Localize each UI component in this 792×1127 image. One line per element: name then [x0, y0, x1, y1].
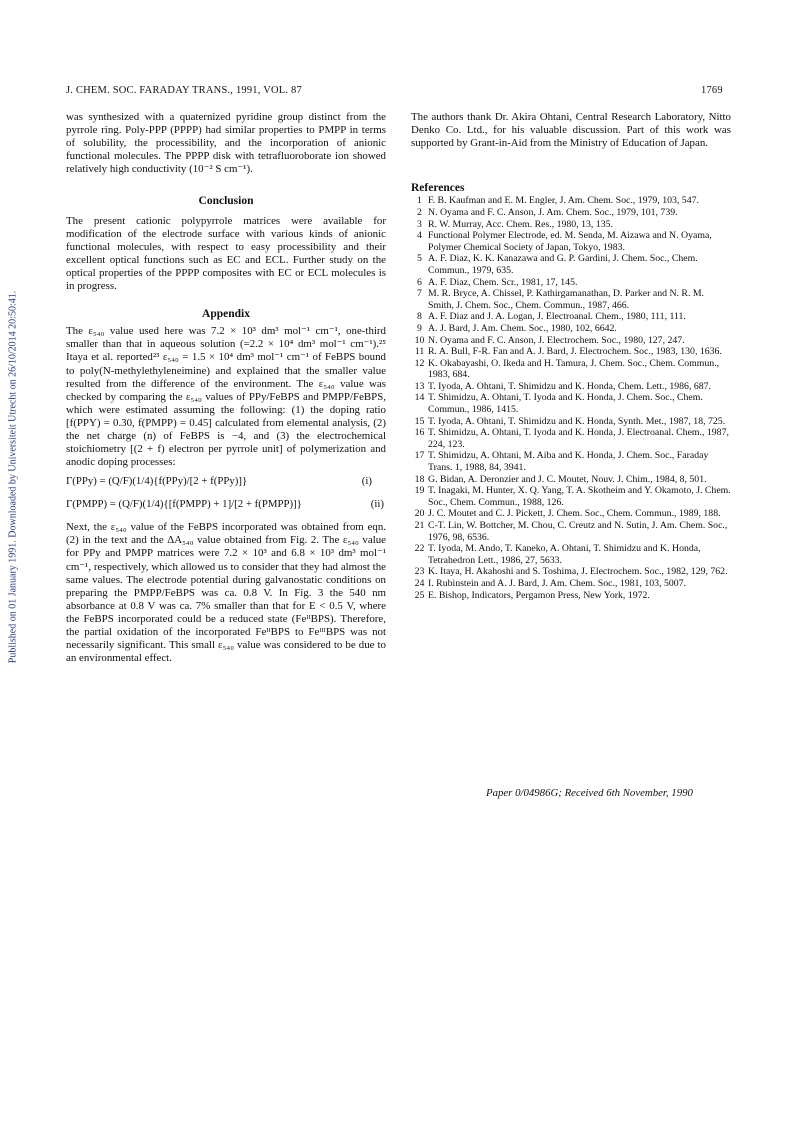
reference-item: [411, 277, 731, 289]
equation-ii: [66, 498, 386, 511]
paper-received-line: Paper 0/04986G; Received 6th November, 1990: [486, 787, 693, 799]
reference-text: A. J. Bard, J. Am. Chem. Soc., 1980, 102, 6642.: [428, 322, 617, 334]
reference-text: T. Iyoda, A. Ohtani, T. Shimidzu and K. Honda, Chem. Lett., 1986, 687.: [428, 380, 711, 392]
reference-item: [411, 392, 731, 415]
reference-text: R. A. Bull, F-R. Fan and A. J. Bard, J. Electrochem. Soc., 1983, 130, 1636.: [428, 346, 722, 358]
reference-text: A. F. Diaz and J. A. Logan, J. Electroanal. Chem., 1980, 111, 111.: [428, 311, 686, 323]
reference-item: [411, 335, 731, 347]
reference-text: T. Iyoda, M. Ando, T. Kaneko, A. Ohtani, T. Shimidzu and K. Honda, Tetrahedron Lett., 1986, 27, 5633.: [428, 543, 701, 566]
reference-text: M. R. Bryce, A. Chissel, P. Kathirgamanathan, D. Parker and N. R. M. Smith, J. Chem. Soc., Chem. Commun., 1987, 466.: [428, 288, 705, 311]
reference-number: 1: [417, 195, 422, 207]
right-column: [411, 111, 731, 601]
reference-number: 2: [417, 206, 422, 218]
download-watermark: [4, 267, 22, 687]
reference-text: F. B. Kaufman and E. M. Engler, J. Am. Chem. Soc., 1979, 103, 547.: [428, 195, 699, 207]
reference-text: K. Itaya, H. Akahoshi and S. Toshima, J. Electrochem. Soc., 1982, 129, 762.: [428, 566, 728, 578]
reference-number: 17: [414, 450, 425, 462]
reference-item: [411, 543, 731, 566]
reference-number: 25: [414, 589, 425, 601]
reference-item: [411, 566, 731, 578]
reference-item: [411, 520, 731, 543]
reference-text: T. Iyoda, A. Ohtani, T. Shimidzu and K. Honda, Synth. Met., 1987, 18, 725.: [428, 415, 726, 427]
reference-item: [411, 474, 731, 486]
equation-i: [66, 475, 386, 488]
equation-i-number: (i): [361, 475, 372, 488]
reference-item: [411, 508, 731, 520]
reference-text: N. Oyama and F. C. Anson, J. Electrochem. Soc., 1980, 127, 247.: [428, 334, 685, 346]
reference-number: 23: [414, 566, 425, 578]
reference-number: 3: [417, 218, 422, 230]
left-column: [66, 111, 386, 665]
equation-ii-body: Γ(PMPP) = (Q/F)(1/4){[f(PMPP) + 1]/[2 + f(PMPP)]}: [66, 498, 302, 511]
reference-item: [411, 207, 731, 219]
reference-number: 9: [417, 322, 422, 334]
appendix-paragraph: The ε₅₄₀ value used here was 7.2 × 10³ dm³ mol⁻¹ cm⁻¹, one-third smaller than that in aqueous solution (=2.2 × 10⁴ dm³ mol⁻¹ cm⁻¹).²⁵ Itaya et al. reported²³ ε₅₄₀ = 1.5 × 10⁴ dm³ mol⁻¹ cm⁻¹ of FeBPS bound to poly(N-methylethyleneimine) and explained that the smaller value resulted from the difference of the environment. The ε₅₄₀ value was checked by comparing the ε₅₄₀ values of PPy/FeBPS and PMPP/FeBPS, which were estimated assuming the following: (1) the doping ratio [f(PPY) = 0.30, f(PMPP) = 0.45] calculated from elemental analysis, (2) the net charge (n) of FeBPS is −4, and (3) the electrochemical stoichiometry [(2 + f) electron per pyrrole unit] of polymerization and anodic doping processes:: [66, 325, 386, 469]
reference-item: [411, 219, 731, 231]
reference-number: 12: [414, 357, 425, 369]
reference-item: [411, 427, 731, 450]
reference-number: 8: [417, 311, 422, 323]
reference-text: Functional Polymer Electrode, ed. M. Senda, M. Aizawa and N. Oyama, Polymer Chemical Society of Japan, Tokyo, 1983.: [428, 230, 712, 253]
reference-item: [411, 323, 731, 335]
reference-number: 19: [414, 485, 425, 497]
reference-text: C-T. Lin, W. Bottcher, M. Chou, C. Creutz and N. Sutin, J. Am. Chem. Soc., 1976, 98, 6536.: [428, 520, 728, 543]
reference-number: 21: [414, 520, 425, 531]
equation-i-body: Γ(PPy) = (Q/F)(1/4){f(PPy)/[2 + f(PPy)]}: [66, 475, 248, 488]
reference-number: 4: [417, 230, 422, 242]
intro-paragraph: was synthesized with a quaternized pyridine group distinct from the pyrrole ring. Poly-PPP (PPPP) had similar properties to PMPP in terms of solubility, the processibility, and the incorporation of anionic functional molecules. The PPPP disk with tetrafluoroborate ion showed relatively high conductivity (10⁻² S cm⁻¹).: [66, 111, 386, 176]
reference-number: 16: [414, 427, 425, 439]
equation-ii-number: (ii): [370, 498, 384, 511]
reference-number: 14: [414, 392, 425, 404]
reference-item: [411, 450, 731, 473]
references-heading: References: [411, 182, 465, 195]
reference-text: T. Shimidzu, A. Ohtani, M. Aiba and K. Honda, J. Chem. Soc., Faraday Trans. 1, 1988, 84, 3941.: [428, 450, 709, 474]
reference-text: T. Shimidzu, A. Ohtani, T. Iyoda and K. Honda, J. Electroanal. Chem., 1987, 224, 123.: [428, 427, 729, 450]
reference-text: A. F. Diaz, Chem. Scr., 1981, 17, 145.: [428, 276, 578, 288]
reference-number: 18: [414, 473, 425, 485]
running-header: J. CHEM. SOC. FARADAY TRANS., 1991, VOL. 87: [66, 85, 302, 96]
reference-text: T. Shimidzu, A. Ohtani, T. Iyoda and K. Honda, J. Chem. Soc., Chem. Commun., 1986, 1415.: [428, 392, 703, 416]
reference-text: E. Bishop, Indicators, Pergamon Press, New York, 1972.: [428, 589, 650, 601]
reference-text: R. W. Murray, Acc. Chem. Res., 1980, 13, 135.: [428, 218, 613, 230]
reference-number: 20: [414, 508, 425, 520]
conclusion-heading: Conclusion: [198, 195, 254, 208]
reference-number: 6: [417, 276, 422, 288]
reference-number: 5: [417, 253, 422, 265]
reference-number: 24: [414, 577, 425, 589]
reference-item: [411, 230, 731, 253]
reference-text: J. C. Moutet and C. J. Pickett, J. Chem. Soc., Chem. Commun., 1989, 188.: [428, 508, 721, 520]
reference-text: T. Inagaki, M. Hunter, X. Q. Yang, T. A. Skotheim and Y. Okamoto, J. Chem. Soc., Chem. Commun., 1988, 126.: [428, 485, 731, 508]
reference-number: 22: [414, 543, 425, 555]
conclusion-paragraph: The present cationic polypyrrole matrices were available for modification of the electrode surface with various kinds of anionic functional molecules, with respect to easy processibility and their excellent optical functions such as EC and ECL. Further study on the optical properties of the PPPP composites with EC or ECL molecules is in progress.: [66, 214, 386, 293]
reference-text: N. Oyama and F. C. Anson, J. Am. Chem. Soc., 1979, 101, 739.: [428, 206, 678, 218]
reference-item: [411, 416, 731, 428]
reference-item: [411, 578, 731, 590]
reference-number: 7: [417, 288, 422, 300]
reference-number: 10: [414, 334, 425, 346]
reference-item: [411, 195, 731, 207]
acknowledgement-paragraph: The authors thank Dr. Akira Ohtani, Central Research Laboratory, Nitto Denko Co. Ltd., for his valuable discussion. Part of this work was supported by Grant-in-Aid from the Ministry of Education of Japan.: [411, 111, 731, 150]
reference-text: I. Rubinstein and A. J. Bard, J. Am. Chem. Soc., 1981, 103, 5007.: [428, 577, 686, 589]
reference-item: [411, 288, 731, 311]
reference-number: 11: [414, 346, 425, 358]
reference-item: [411, 253, 731, 276]
reference-item: [411, 358, 731, 381]
reference-text: K. Okabayashi, O. Ikeda and H. Tamura, J. Chem. Soc., Chem. Commun., 1983, 684.: [428, 357, 720, 381]
reference-item: [411, 346, 731, 358]
reference-item: [411, 311, 731, 323]
reference-text: A. F. Diaz, K. K. Kanazawa and G. P. Gardini, J. Chem. Soc., Chem. Commun., 1979, 635.: [428, 253, 698, 276]
final-paragraph: Next, the ε₅₄₀ value of the FeBPS incorporated was obtained from eqn. (2) in the text and the ΔA₅₄₀ value obtained from Fig. 2. The ε₅₄₀ value for PPy and PMPP matrices were 7.2 × 10³ and 6.8 × 10³ dm³ mol⁻¹ cm⁻¹, respectively, which allowed us to consider that they had almost the same values. The electrode potential during galvanostatic conditions on preparing the PMPP/FeBPS was ca. 0.8 V. In Fig. 3 the 540 nm absorbance at 0.8 V was ca. 7% smaller than that for E < 0.5 V, where the FeBPS incorporated could be a reduced state (FeᴵᴵBPS). Therefore, the partial oxidation of the incorporated FeᴵᴵBPS to FeᴵᴵᴵBPS was not necessarily significant. This small ε₅₄₀ value was considered to be due to an environmental effect.: [66, 521, 386, 665]
reference-text: G. Bidan, A. Deronzier and J. C. Moutet, Nouv. J. Chim., 1984, 8, 501.: [428, 473, 707, 485]
reference-number: 13: [414, 380, 425, 392]
appendix-heading: Appendix: [202, 308, 250, 321]
reference-item: [411, 381, 731, 393]
reference-item: [411, 485, 731, 508]
watermark-text: Published on 01 January 1991. Downloaded by Universiteit Utrecht on 26/10/2014 20:50:41.: [7, 290, 19, 664]
page-number: 1769: [701, 85, 723, 96]
reference-number: 15: [414, 415, 425, 427]
reference-list: [411, 195, 731, 601]
reference-item: [411, 590, 731, 602]
